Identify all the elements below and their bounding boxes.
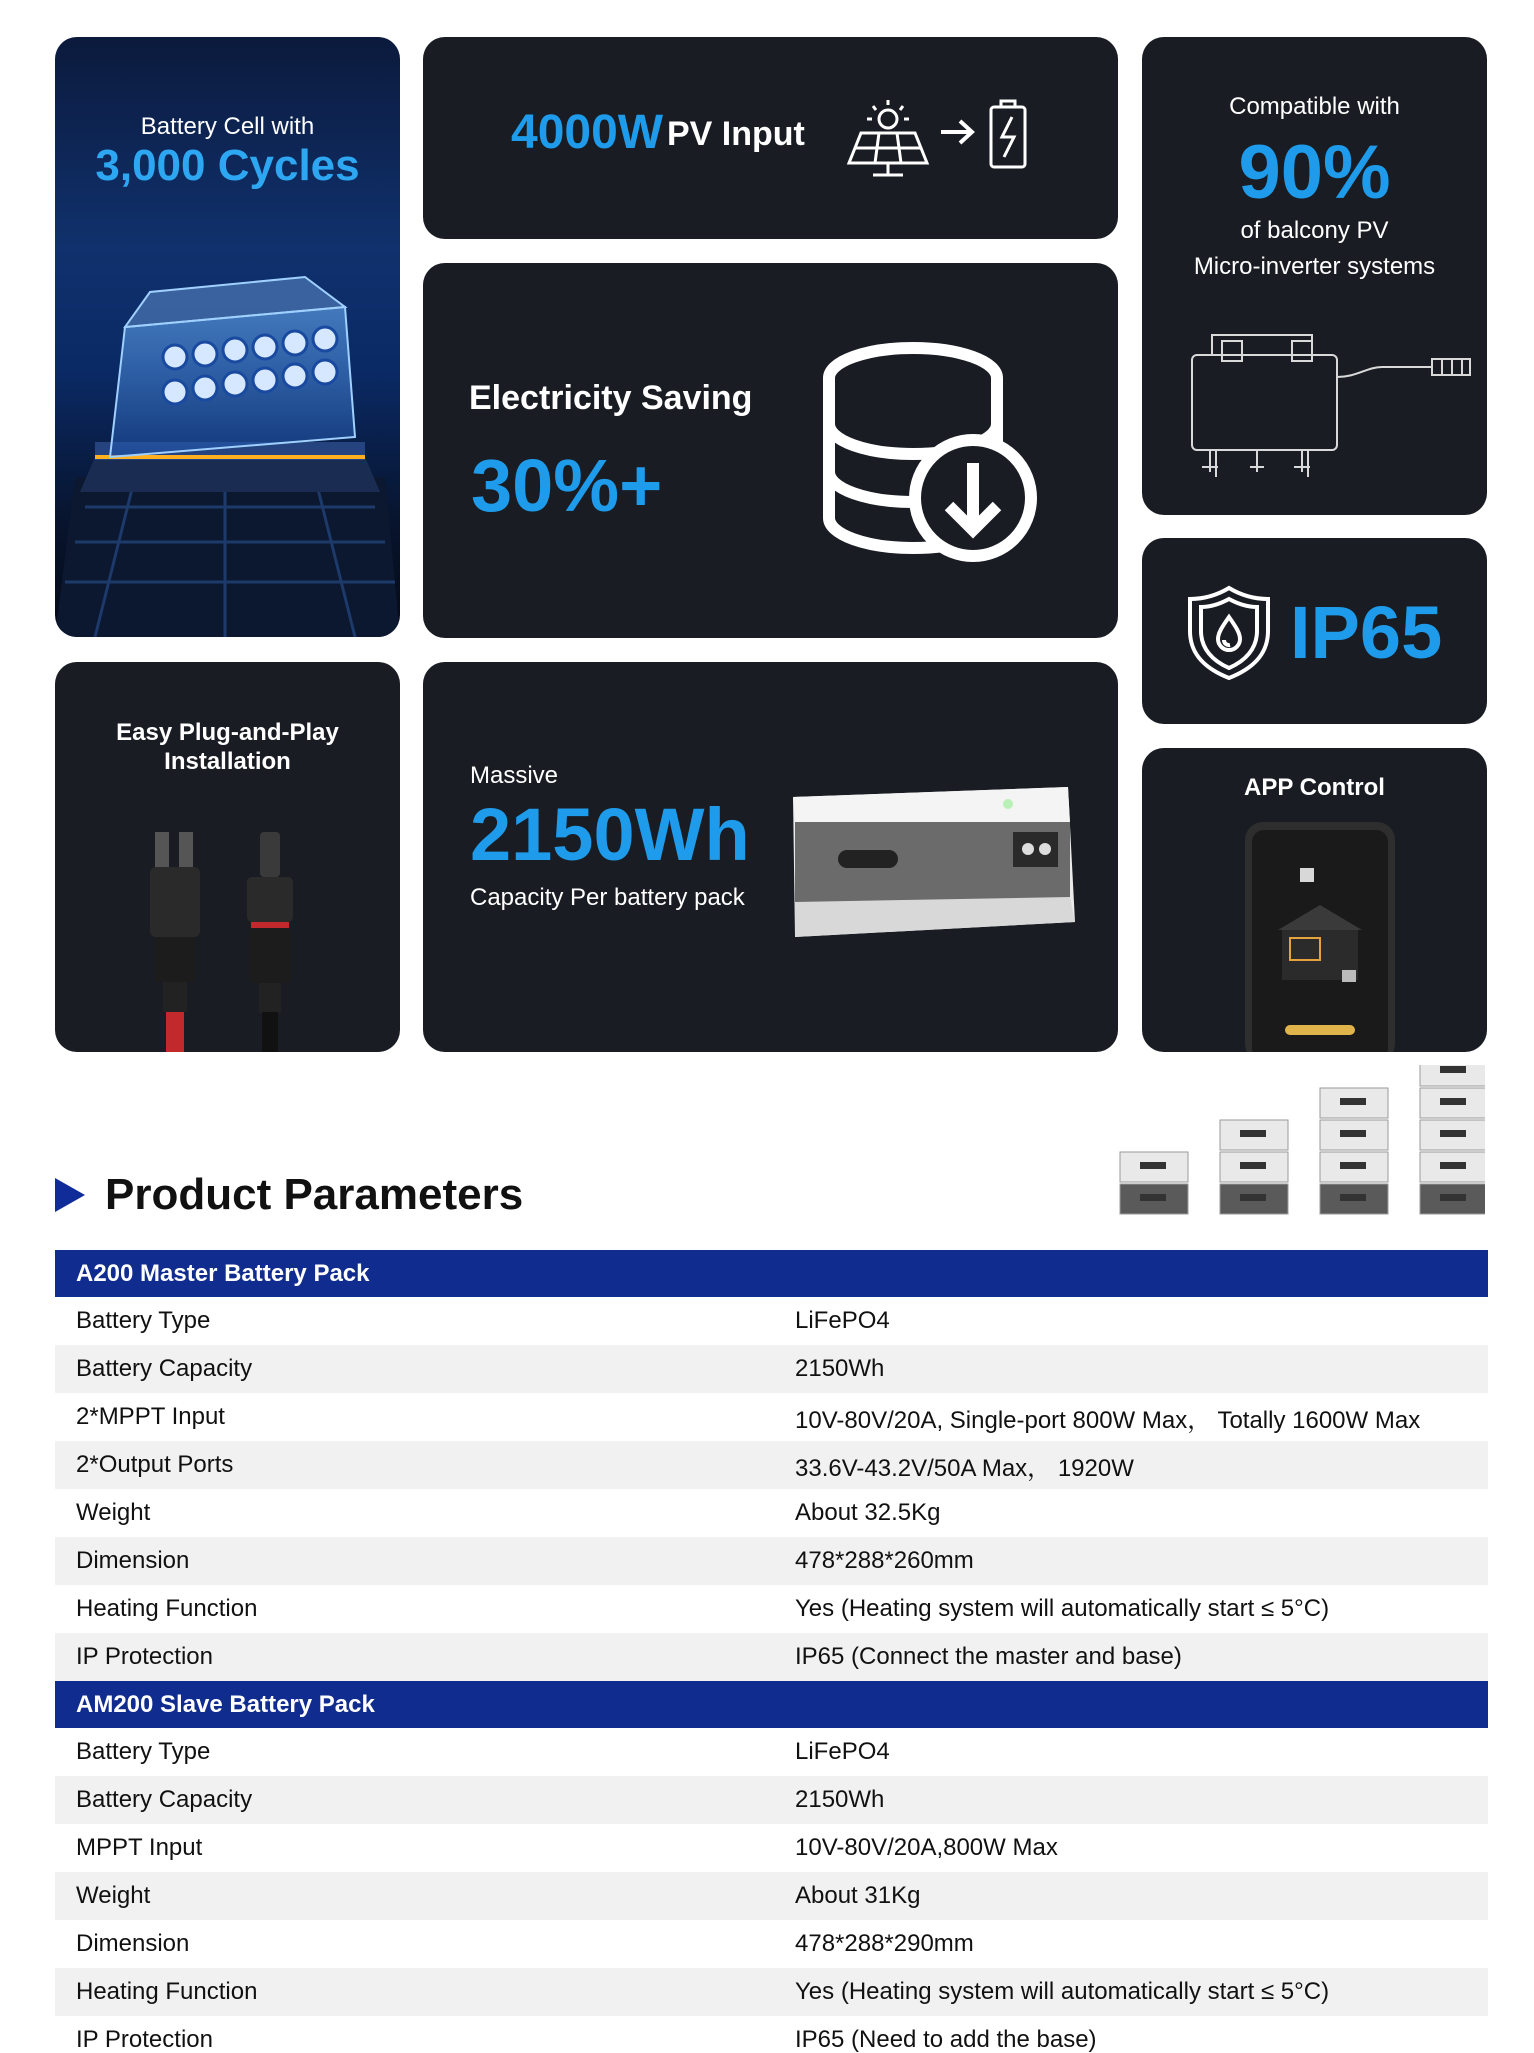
product-parameters-heading (55, 1170, 523, 1220)
app-control-card (1142, 748, 1487, 1052)
parameter-value: 2150Wh (795, 1355, 885, 1382)
pv-input-card (423, 37, 1118, 239)
parameter-name: IP Protection (76, 2026, 213, 2053)
parameter-name: Battery Type (76, 1738, 211, 1765)
parameter-value: 10V-80V/20A, Single-port 800W Max， Totally 1600W Max (795, 1406, 1421, 1434)
parameters-table (55, 1250, 1488, 2053)
app-control-label: APP Control (1244, 774, 1385, 801)
parameter-name: Battery Type (76, 1307, 211, 1334)
electricity-saving-label: Electricity Saving (469, 379, 753, 417)
table-row (55, 1872, 1488, 1920)
table-row (55, 1393, 1488, 1441)
compatible-desc-line2: Micro-inverter systems (1193, 253, 1436, 280)
parameter-value: 33.6V-43.2V/50A Max， 1920W (795, 1454, 1134, 1482)
capacity-desc: Capacity Per battery pack (470, 884, 745, 911)
parameter-value: LiFePO4 (795, 1307, 890, 1334)
capacity-value: 2150Wh (470, 793, 750, 876)
compatible-label: Compatible with (1229, 93, 1400, 120)
stacked-battery-products-illustration (1115, 1065, 1485, 1235)
table-row (55, 1776, 1488, 1824)
parameter-value: 2150Wh (795, 1786, 885, 1813)
parameter-name: Dimension (76, 1547, 190, 1574)
parameter-name: MPPT Input (76, 1834, 203, 1861)
parameter-value: 10V-80V/20A,800W Max (795, 1834, 1058, 1861)
battery-charging-icon (988, 99, 1028, 171)
mc4-connectors-illustration (55, 812, 400, 1052)
micro-inverter-illustration (1182, 327, 1487, 487)
pv-input-label: PV Input (667, 115, 805, 153)
compatible-value: 90% (1238, 130, 1391, 215)
table-row (55, 1728, 1488, 1776)
section-header: A200 Master Battery Pack (55, 1250, 1488, 1297)
table-row (55, 1633, 1488, 1681)
parameter-name: Battery Capacity (76, 1786, 253, 1813)
parameter-name: 2*MPPT Input (76, 1403, 225, 1430)
ip65-card (1142, 538, 1487, 724)
plug-and-play-title: Easy Plug-and-Play (116, 719, 339, 746)
parameter-value: LiFePO4 (795, 1738, 890, 1765)
arrow-right-icon (938, 117, 978, 147)
battery-cell-label: Battery Cell with (140, 113, 315, 140)
capacity-label: Massive (470, 762, 559, 789)
parameter-value: About 32.5Kg (795, 1499, 941, 1526)
parameter-name: Weight (76, 1499, 151, 1526)
battery-pack-illustration (783, 772, 1083, 972)
plug-and-play-card (55, 662, 400, 1052)
electricity-saving-value: 30%+ (471, 444, 663, 527)
solar-panel-icon (843, 97, 933, 177)
parameter-value: Yes (Heating system will automatically start ≤ 5°C) (795, 1595, 1330, 1622)
table-row (55, 1537, 1488, 1585)
table-row (55, 1585, 1488, 1633)
battery-cells-illustration (55, 37, 400, 637)
database-download-icon (813, 338, 1053, 568)
table-row (55, 1824, 1488, 1872)
parameter-name: Battery Capacity (76, 1355, 253, 1382)
parameter-value: About 31Kg (795, 1882, 921, 1909)
table-row (55, 1345, 1488, 1393)
parameter-value: Yes (Heating system will automatically start ≤ 5°C) (795, 1978, 1330, 2005)
product-parameters-title: Product Parameters (105, 1170, 524, 1219)
ip65-value: IP65 (1290, 591, 1443, 674)
parameter-name: 2*Output Ports (76, 1451, 234, 1478)
triangle-bullet-icon (55, 1178, 85, 1212)
parameter-value: IP65 (Need to add the base) (795, 2026, 1097, 2053)
battery-cycles-value: 3,000 Cycles (95, 141, 360, 190)
parameter-name: IP Protection (76, 1643, 213, 1670)
shield-water-icon (1184, 583, 1274, 683)
table-row (55, 1920, 1488, 1968)
table-row (55, 1297, 1488, 1345)
table-row (55, 1489, 1488, 1537)
section-header: AM200 Slave Battery Pack (55, 1681, 1488, 1728)
table-row (55, 1968, 1488, 2016)
parameter-value: 478*288*290mm (795, 1930, 974, 1957)
table-row (55, 1441, 1488, 1489)
pv-input-value: 4000W (511, 106, 664, 159)
plug-and-play-subtitle: Installation (164, 748, 291, 775)
capacity-card (423, 662, 1118, 1052)
parameter-value: 478*288*260mm (795, 1547, 974, 1574)
compatible-desc-line1: of balcony PV (1240, 217, 1389, 244)
smartphone-app-illustration (1240, 820, 1400, 1052)
compatibility-card (1142, 37, 1487, 515)
parameter-name: Weight (76, 1882, 151, 1909)
parameter-value: IP65 (Connect the master and base) (795, 1643, 1182, 1670)
table-row (55, 2016, 1488, 2053)
battery-cycles-card (55, 37, 400, 637)
parameter-name: Heating Function (76, 1595, 258, 1622)
parameter-name: Dimension (76, 1930, 190, 1957)
electricity-saving-card (423, 263, 1118, 638)
parameter-name: Heating Function (76, 1978, 258, 2005)
